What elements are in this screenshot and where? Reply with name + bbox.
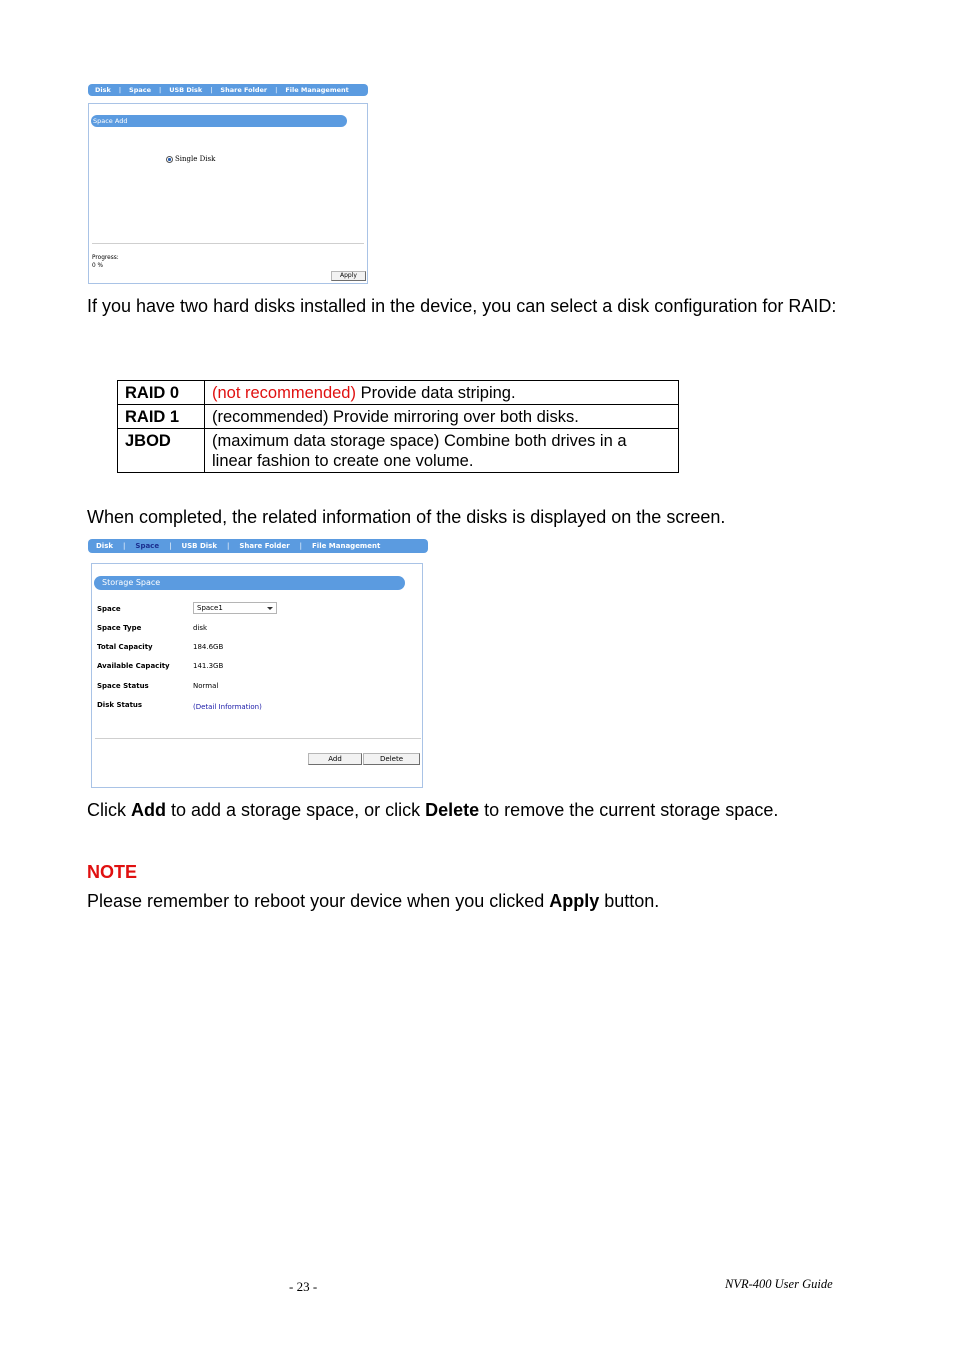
- nav-tab-space[interactable]: Space: [129, 86, 152, 94]
- apply-keyword: Apply: [549, 891, 600, 911]
- total-capacity-value: 184.6GB: [193, 643, 224, 651]
- space-add-panel: [88, 103, 368, 284]
- detail-information-link[interactable]: (Detail Information): [193, 703, 262, 711]
- page-number: - 23 -: [289, 1279, 318, 1294]
- nav-bar-1: [88, 84, 368, 96]
- nav-separator: |: [275, 86, 278, 94]
- not-recommended-note: (not recommended): [212, 384, 356, 402]
- apply-button[interactable]: Apply: [331, 271, 366, 281]
- section-title-space-add: Space Add: [91, 115, 347, 127]
- nav-tab-usb-disk[interactable]: USB Disk: [169, 86, 203, 94]
- add-keyword: Add: [131, 800, 166, 820]
- field-label-space-status: Space Status: [97, 682, 149, 690]
- delete-keyword: Delete: [425, 800, 480, 820]
- table-row: [118, 381, 679, 405]
- nav-separator: |: [123, 542, 126, 550]
- delete-button[interactable]: Delete: [363, 753, 420, 765]
- nav-separator: |: [210, 86, 213, 94]
- nav-tab-share-folder[interactable]: Share Folder: [220, 86, 268, 94]
- nav-separator: |: [118, 86, 122, 94]
- nav-separator: |: [169, 542, 172, 550]
- raid-desc-text: Provide data striping.: [355, 384, 516, 402]
- instruction-text: to add a storage space, or click: [166, 800, 426, 820]
- panel-divider: [92, 243, 364, 244]
- nav-separator: |: [159, 86, 162, 94]
- nav-tab-usb-disk[interactable]: USB Disk: [181, 542, 217, 550]
- nav-tab-share-folder[interactable]: Share Folder: [239, 542, 290, 550]
- space-type-value: disk: [193, 624, 208, 632]
- raid-mode-cell: JBOD: [118, 429, 205, 473]
- raid-desc-cell: (maximum data storage space) Combine both drives in a linear fashion to create one volume.: [205, 429, 679, 473]
- nav-tab-file-management[interactable]: File Management: [285, 86, 349, 94]
- single-disk-option[interactable]: [166, 155, 215, 163]
- nav-tab-disk[interactable]: Disk: [96, 542, 114, 550]
- table-row: [118, 429, 679, 473]
- raid-intro-text: If you have two hard disks installed in the device, you can select a disk configuration for RAID:: [87, 296, 837, 316]
- radio-selected-icon[interactable]: [166, 156, 173, 163]
- note-text: [87, 890, 867, 912]
- progress-label: Progress:: [92, 255, 119, 261]
- raid-mode-cell: RAID 1: [118, 405, 205, 429]
- instruction-text: Click: [87, 800, 131, 820]
- storage-space-panel: [91, 563, 423, 788]
- note-heading: NOTE: [87, 862, 138, 882]
- note-body: button.: [599, 891, 660, 911]
- instruction-text: to remove the current storage space.: [479, 800, 779, 820]
- nav-bar-2: [88, 539, 428, 553]
- completed-text: When completed, the related information of the disks is displayed on the screen.: [87, 507, 726, 527]
- nav-separator: |: [299, 542, 303, 550]
- space-select[interactable]: [193, 602, 277, 614]
- note-body: Please remember to reboot your device when you clicked: [87, 891, 550, 911]
- field-label-space: Space: [97, 605, 121, 613]
- add-button[interactable]: Add: [308, 753, 362, 765]
- raid-desc-cell: [205, 381, 679, 405]
- raid-mode-cell: RAID 0: [118, 381, 205, 405]
- table-row: [118, 405, 679, 429]
- nav-tab-space[interactable]: Space: [135, 542, 160, 550]
- field-label-total-capacity: Total Capacity: [97, 643, 153, 651]
- available-capacity-value: 141.3GB: [193, 662, 224, 670]
- progress-value: 0 %: [92, 263, 104, 269]
- panel-divider: [95, 738, 421, 739]
- guide-title: NVR-400 User Guide: [725, 1277, 833, 1291]
- single-disk-label: Single Disk: [175, 155, 216, 163]
- space-select-value: Space1: [197, 604, 223, 612]
- section-title-storage-space: Storage Space: [94, 576, 405, 590]
- raid-desc-cell: (recommended) Provide mirroring over both disks.: [205, 405, 679, 429]
- space-status-value: Normal: [193, 682, 219, 690]
- field-label-available-capacity: Available Capacity: [97, 662, 170, 670]
- nav-tab-disk[interactable]: Disk: [95, 86, 111, 94]
- nav-separator: |: [226, 542, 230, 550]
- field-label-space-type: Space Type: [97, 624, 142, 632]
- field-label-disk-status: Disk Status: [97, 701, 143, 709]
- add-delete-instruction: [87, 799, 867, 821]
- nav-tab-file-management[interactable]: File Management: [312, 542, 381, 550]
- chevron-down-icon[interactable]: [267, 607, 273, 610]
- raid-options-table: [117, 380, 679, 473]
